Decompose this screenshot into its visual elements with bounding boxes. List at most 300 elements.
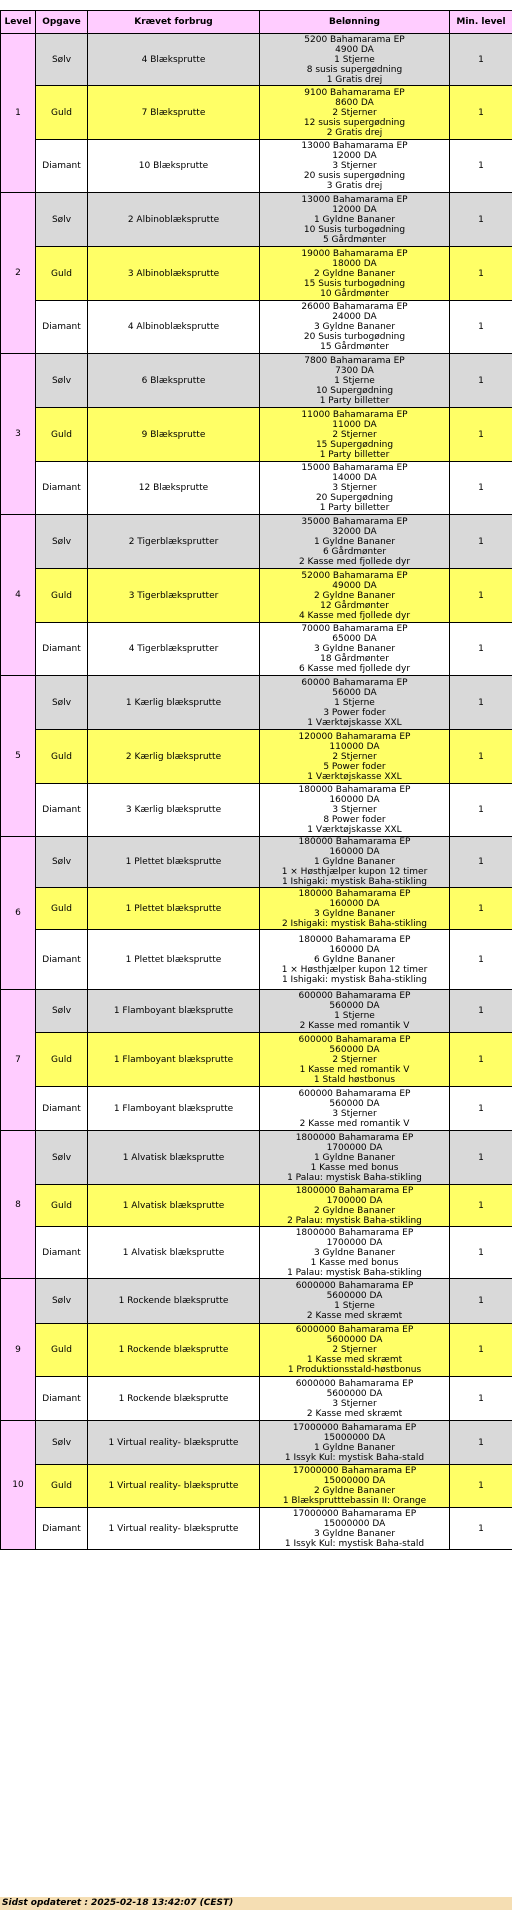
reward-line: 12 susis supergødning (303, 117, 406, 128)
table-row (1, 140, 512, 193)
required-cell: 1 Virtual reality- blæksprutte (88, 1508, 260, 1550)
reward-line: 3 Gyldne Bananer (313, 322, 396, 332)
reward-line: 8 Power foder (323, 815, 386, 825)
table-row (1, 1087, 512, 1131)
reward-line: 1 Værktøjskasse XXL (307, 825, 402, 835)
reward-cell (260, 930, 450, 990)
reward-line: 14000 DA (332, 473, 377, 483)
min-level-cell: 1 (450, 1033, 512, 1087)
reward-line: 12000 DA (332, 204, 377, 215)
reward-cell (260, 1033, 450, 1087)
required-cell: 3 Albinoblæksprutte (88, 247, 260, 301)
reward-line: 3 Stjerner (332, 1108, 377, 1119)
task-tier-cell: Sølv (36, 676, 88, 730)
task-tier-cell: Guld (36, 1324, 88, 1377)
table-row (1, 837, 512, 888)
reward-line: 10 Susis turbogødning (303, 224, 406, 235)
required-cell: 2 Tigerblæksprutter (88, 515, 260, 569)
rewards-table (0, 10, 512, 1550)
required-cell: 10 Blæksprutte (88, 140, 260, 193)
task-tier-cell: Diamant (36, 1377, 88, 1421)
reward-line: 160000 DA (329, 795, 380, 805)
reward-line: 19000 Bahamarama EP (301, 248, 408, 259)
reward-line: 26000 Bahamarama EP (301, 302, 408, 312)
reward-line: 1 Party billetter (319, 449, 390, 460)
required-cell: 1 Alvatisk blæksprutte (88, 1227, 260, 1279)
reward-line: 10 Supergødning (315, 385, 394, 396)
task-tier-cell: Diamant (36, 623, 88, 676)
task-tier-cell: Sølv (36, 354, 88, 408)
table-row (1, 1279, 512, 1324)
reward-line: 2 Ishigaki: mystisk Baha-stikling (281, 918, 428, 929)
min-level-cell: 1 (450, 1131, 512, 1185)
min-level-cell: 1 (450, 462, 512, 515)
table-row (1, 301, 512, 354)
required-cell: 1 Flamboyant blæksprutte (88, 990, 260, 1033)
required-cell: 1 Rockende blæksprutte (88, 1279, 260, 1324)
reward-line: 1 Værktøjskasse XXL (307, 771, 402, 782)
level-cell: 3 (1, 354, 36, 515)
min-level-cell: 1 (450, 930, 512, 990)
required-cell: 1 Alvatisk blæksprutte (88, 1131, 260, 1185)
task-tier-cell: Diamant (36, 930, 88, 990)
reward-line: 3 Power foder (323, 707, 386, 718)
task-tier-cell: Guld (36, 1185, 88, 1227)
required-cell: 2 Albinoblæksprutte (88, 193, 260, 247)
reward-line: 2 Kasse med fjollede dyr (298, 556, 411, 567)
reward-line: 8 susis supergødning (306, 64, 403, 75)
level-cell: 1 (1, 34, 36, 193)
reward-line: 12 Gårdmønter (320, 600, 389, 611)
min-level-cell: 1 (450, 1324, 512, 1377)
table-row (1, 888, 512, 930)
task-tier-cell: Diamant (36, 1227, 88, 1279)
required-cell: 1 Flamboyant blæksprutte (88, 1087, 260, 1131)
task-tier-cell: Sølv (36, 515, 88, 569)
required-cell: 3 Tigerblæksprutter (88, 569, 260, 623)
reward-line: 15 Gårdmønter (320, 342, 389, 352)
min-level-cell: 1 (450, 301, 512, 354)
required-cell: 6 Blæksprutte (88, 354, 260, 408)
task-tier-cell: Sølv (36, 1421, 88, 1465)
table-row (1, 623, 512, 676)
reward-line: 1800000 Bahamarama EP (295, 1132, 414, 1143)
reward-cell (260, 1131, 450, 1185)
reward-line: 8600 DA (335, 97, 374, 108)
reward-line: 2 Stjerner (332, 751, 377, 762)
header-level: Level (1, 11, 36, 34)
reward-line: 18000 DA (332, 258, 377, 269)
reward-line: 180000 Bahamarama EP (298, 837, 411, 847)
reward-line: 7300 DA (335, 365, 374, 376)
header-reward: Belønning (260, 11, 450, 34)
reward-line: 1700000 DA (326, 1195, 383, 1206)
table-row (1, 193, 512, 247)
reward-cell (260, 730, 450, 784)
task-tier-cell: Sølv (36, 1279, 88, 1324)
reward-line: 7800 Bahamarama EP (304, 355, 405, 366)
reward-line: 600000 Bahamarama EP (298, 1034, 411, 1045)
reward-line: 15000000 DA (323, 1476, 386, 1486)
task-tier-cell: Sølv (36, 34, 88, 86)
reward-line: 560000 DA (329, 1001, 380, 1011)
reward-line: 2 Stjerner (332, 1345, 377, 1355)
reward-line: 2 Kasse med skræmt (306, 1311, 403, 1321)
task-tier-cell: Diamant (36, 1508, 88, 1550)
table-row (1, 1324, 512, 1377)
required-cell: 1 Plettet blæksprutte (88, 837, 260, 888)
level-cell: 5 (1, 676, 36, 837)
task-tier-cell: Guld (36, 247, 88, 301)
task-tier-cell: Diamant (36, 462, 88, 515)
reward-line: 15000000 DA (323, 1432, 386, 1443)
reward-line: 3 Gyldne Bananer (313, 908, 396, 919)
reward-line: 2 Stjerner (332, 107, 377, 118)
reward-line: 6000000 Bahamarama EP (295, 1281, 414, 1291)
reward-line: 160000 DA (329, 898, 380, 909)
required-cell: 1 Kærlig blæksprutte (88, 676, 260, 730)
task-tier-cell: Guld (36, 86, 88, 140)
reward-line: 1 Stjerne (334, 697, 375, 708)
reward-line: 2 Palau: mystisk Baha-stikling (287, 1215, 422, 1226)
table-row (1, 34, 512, 86)
reward-line: 1 Værktøjskasse XXL (307, 717, 402, 728)
reward-line: 4900 DA (335, 44, 374, 55)
reward-line: 1 Stald høstbonus (313, 1074, 396, 1085)
reward-line: 65000 DA (332, 634, 377, 644)
min-level-cell: 1 (450, 784, 512, 837)
min-level-cell: 1 (450, 86, 512, 140)
task-tier-cell: Diamant (36, 784, 88, 837)
task-tier-cell: Diamant (36, 140, 88, 193)
reward-cell (260, 1377, 450, 1421)
task-tier-cell: Guld (36, 569, 88, 623)
min-level-cell: 1 (450, 140, 512, 193)
reward-line: 600000 Bahamarama EP (298, 1088, 411, 1099)
min-level-cell: 1 (450, 1087, 512, 1131)
level-cell: 9 (1, 1279, 36, 1421)
task-tier-cell: Sølv (36, 837, 88, 888)
reward-cell (260, 784, 450, 837)
reward-line: 2 Stjerner (332, 429, 377, 440)
min-level-cell: 1 (450, 1377, 512, 1421)
reward-line: 3 Gyldne Bananer (313, 644, 396, 654)
reward-line: 1 Issyk Kul: mystisk Baha-stald (284, 1452, 425, 1463)
rewards-body (1, 34, 512, 1550)
reward-line: 1 × Høsthjælper kupon 12 timer (281, 964, 428, 975)
reward-line: 13000 Bahamarama EP (301, 194, 408, 205)
reward-line: 18 Gårdmønter (320, 654, 389, 664)
min-level-cell: 1 (450, 837, 512, 888)
task-tier-cell: Sølv (36, 990, 88, 1033)
reward-line: 4 Kasse med fjollede dyr (298, 610, 411, 621)
reward-line: 5600000 DA (326, 1291, 383, 1301)
reward-cell (260, 462, 450, 515)
task-tier-cell: Guld (36, 888, 88, 930)
reward-line: 1 Kasse med bonus (310, 1257, 399, 1268)
table-row (1, 86, 512, 140)
reward-line: 6 Gyldne Bananer (313, 954, 396, 965)
reward-line: 15 Susis turbogødning (303, 278, 406, 289)
reward-line: 52000 Bahamarama EP (301, 570, 408, 581)
table-row (1, 462, 512, 515)
table-row (1, 515, 512, 569)
required-cell: 1 Alvatisk blæksprutte (88, 1185, 260, 1227)
reward-line: 1 Gratis drej (326, 74, 383, 85)
reward-line: 35000 Bahamarama EP (301, 516, 408, 527)
reward-line: 5 Gårdmønter (322, 234, 387, 245)
required-cell: 1 Virtual reality- blæksprutte (88, 1465, 260, 1508)
reward-line: 1 Party billetter (319, 503, 390, 513)
table-row (1, 784, 512, 837)
reward-line: 2 Gyldne Bananer (313, 590, 396, 601)
reward-line: 15 Supergødning (315, 439, 394, 450)
reward-line: 1800000 Bahamarama EP (295, 1227, 414, 1238)
task-tier-cell: Diamant (36, 301, 88, 354)
reward-line: 1 Kasse med bonus (310, 1162, 399, 1173)
reward-line: 1 Gyldne Bananer (313, 1152, 396, 1163)
reward-line: 1 × Høsthjælper kupon 12 timer (281, 867, 428, 877)
reward-line: 1 Kasse med skræmt (306, 1355, 403, 1365)
required-cell: 9 Blæksprutte (88, 408, 260, 462)
min-level-cell: 1 (450, 515, 512, 569)
reward-line: 11000 DA (332, 419, 377, 430)
level-cell: 7 (1, 990, 36, 1131)
required-cell: 4 Albinoblæksprutte (88, 301, 260, 354)
reward-cell (260, 1324, 450, 1377)
min-level-cell: 1 (450, 1465, 512, 1508)
reward-line: 11000 Bahamarama EP (301, 409, 408, 420)
reward-cell (260, 1087, 450, 1131)
task-tier-cell: Guld (36, 730, 88, 784)
reward-line: 180000 Bahamarama EP (298, 785, 411, 795)
reward-line: 160000 DA (329, 944, 380, 955)
reward-cell (260, 623, 450, 676)
reward-line: 1 Stjerne (334, 375, 375, 386)
table-row (1, 1465, 512, 1508)
reward-line: 160000 DA (329, 847, 380, 857)
reward-line: 6 Gårdmønter (322, 546, 387, 557)
reward-line: 2 Kasse med romantik V (299, 1118, 410, 1129)
reward-cell (260, 1465, 450, 1508)
reward-line: 560000 DA (329, 1044, 380, 1055)
reward-line: 120000 Bahamarama EP (298, 731, 411, 742)
reward-line: 3 Gyldne Bananer (313, 1528, 396, 1539)
level-cell: 4 (1, 515, 36, 676)
task-tier-cell: Sølv (36, 193, 88, 247)
reward-line: 600000 Bahamarama EP (298, 991, 411, 1001)
min-level-cell: 1 (450, 569, 512, 623)
level-cell: 6 (1, 837, 36, 990)
reward-line: 1 Ishigaki: mystisk Baha-stikling (281, 974, 428, 985)
reward-line: 1700000 DA (326, 1237, 383, 1248)
reward-cell (260, 354, 450, 408)
min-level-cell: 1 (450, 1508, 512, 1550)
reward-line: 2 Gyldne Bananer (313, 268, 396, 279)
reward-line: 6 Kasse med fjollede dyr (298, 664, 411, 674)
min-level-cell: 1 (450, 990, 512, 1033)
reward-line: 3 Stjerner (332, 161, 377, 171)
min-level-cell: 1 (450, 676, 512, 730)
reward-line: 3 Stjerner (332, 1398, 377, 1409)
reward-line: 1700000 DA (326, 1142, 383, 1153)
header-min-level: Min. level (450, 11, 512, 34)
reward-line: 6000000 Bahamarama EP (295, 1378, 414, 1389)
table-row (1, 990, 512, 1033)
required-cell: 1 Rockende blæksprutte (88, 1324, 260, 1377)
reward-line: 180000 Bahamarama EP (298, 934, 411, 945)
reward-line: 32000 DA (332, 526, 377, 537)
reward-line: 2 Gyldne Bananer (313, 1486, 396, 1496)
reward-line: 24000 DA (332, 312, 377, 322)
reward-cell (260, 515, 450, 569)
level-cell: 2 (1, 193, 36, 354)
required-cell: 4 Blæksprutte (88, 34, 260, 86)
reward-line: 560000 DA (329, 1098, 380, 1109)
reward-line: 17000000 Bahamarama EP (292, 1466, 417, 1476)
reward-line: 2 Kasse med skræmt (306, 1408, 403, 1419)
reward-cell (260, 86, 450, 140)
reward-line: 3 Stjerner (332, 805, 377, 815)
reward-line: 2 Gyldne Bananer (313, 1205, 396, 1216)
reward-cell (260, 408, 450, 462)
table-row (1, 1377, 512, 1421)
reward-cell (260, 193, 450, 247)
required-cell: 1 Plettet blæksprutte (88, 930, 260, 990)
reward-line: 56000 DA (332, 687, 377, 698)
reward-cell (260, 34, 450, 86)
task-tier-cell: Diamant (36, 1087, 88, 1131)
min-level-cell: 1 (450, 408, 512, 462)
reward-line: 1 Blæksprutttebassin II: Orange (282, 1496, 427, 1506)
reward-cell (260, 140, 450, 193)
reward-line: 2 Gratis drej (326, 127, 383, 138)
table-row (1, 730, 512, 784)
required-cell: 1 Flamboyant blæksprutte (88, 1033, 260, 1087)
header-row (1, 11, 512, 34)
reward-line: 1 Ishigaki: mystisk Baha-stikling (281, 877, 428, 887)
reward-line: 6000000 Bahamarama EP (295, 1325, 414, 1335)
reward-line: 1 Party billetter (319, 395, 390, 406)
reward-line: 1 Palau: mystisk Baha-stikling (287, 1172, 422, 1183)
min-level-cell: 1 (450, 193, 512, 247)
reward-line: 2 Stjerner (332, 1054, 377, 1065)
reward-line: 1 Issyk Kul: mystisk Baha-stald (284, 1538, 425, 1549)
header-task: Opgave (36, 11, 88, 34)
table-row (1, 247, 512, 301)
required-cell: 1 Plettet blæksprutte (88, 888, 260, 930)
table-row (1, 1185, 512, 1227)
min-level-cell: 1 (450, 623, 512, 676)
reward-line: 1 Kasse med romantik V (299, 1064, 410, 1075)
table-row (1, 569, 512, 623)
reward-line: 5600000 DA (326, 1335, 383, 1345)
min-level-cell: 1 (450, 888, 512, 930)
table-row (1, 408, 512, 462)
reward-line: 1 Gyldne Bananer (313, 536, 396, 547)
min-level-cell: 1 (450, 1227, 512, 1279)
min-level-cell: 1 (450, 354, 512, 408)
table-row (1, 1033, 512, 1087)
reward-cell (260, 990, 450, 1033)
required-cell: 7 Blæksprutte (88, 86, 260, 140)
reward-line: 5200 Bahamarama EP (304, 34, 405, 45)
table-row (1, 354, 512, 408)
required-cell: 12 Blæksprutte (88, 462, 260, 515)
min-level-cell: 1 (450, 34, 512, 86)
reward-line: 10 Gårdmønter (320, 288, 389, 299)
reward-line: 15000000 DA (323, 1518, 386, 1529)
reward-line: 1 Produktionsstald-høstbonus (287, 1365, 422, 1375)
required-cell: 3 Kærlig blæksprutte (88, 784, 260, 837)
reward-line: 20 Supergødning (315, 493, 394, 503)
reward-line: 1 Gyldne Bananer (313, 1442, 396, 1453)
reward-line: 1800000 Bahamarama EP (295, 1185, 414, 1196)
reward-line: 3 Stjerner (332, 483, 377, 493)
reward-line: 12000 DA (332, 151, 377, 161)
min-level-cell: 1 (450, 730, 512, 784)
task-tier-cell: Guld (36, 1033, 88, 1087)
table-row (1, 1508, 512, 1550)
reward-line: 1 Palau: mystisk Baha-stikling (287, 1267, 422, 1278)
reward-line: 13000 Bahamarama EP (301, 141, 408, 151)
last-updated: Sidst opdateret : 2025-02-18 13:42:07 (CEST) (0, 1897, 512, 1910)
reward-line: 1 Stjerne (334, 1301, 375, 1311)
table-row (1, 1421, 512, 1465)
reward-line: 60000 Bahamarama EP (301, 677, 408, 688)
reward-cell (260, 301, 450, 354)
header-required: Krævet forbrug (88, 11, 260, 34)
required-cell: 4 Tigerblæksprutter (88, 623, 260, 676)
reward-line: 70000 Bahamarama EP (301, 624, 408, 634)
reward-line: 17000000 Bahamarama EP (292, 1508, 417, 1519)
table-row (1, 676, 512, 730)
required-cell: 1 Rockende blæksprutte (88, 1377, 260, 1421)
reward-line: 110000 DA (329, 741, 380, 752)
reward-line: 5600000 DA (326, 1388, 383, 1399)
reward-line: 20 susis supergødning (303, 171, 406, 181)
reward-line: 1 Gyldne Bananer (313, 214, 396, 225)
reward-cell (260, 1185, 450, 1227)
table-row (1, 1227, 512, 1279)
level-cell: 8 (1, 1131, 36, 1279)
reward-cell (260, 1508, 450, 1550)
min-level-cell: 1 (450, 1421, 512, 1465)
reward-cell (260, 247, 450, 301)
min-level-cell: 1 (450, 247, 512, 301)
reward-line: 20 Susis turbogødning (303, 332, 406, 342)
reward-line: 1 Gyldne Bananer (313, 857, 396, 867)
min-level-cell: 1 (450, 1279, 512, 1324)
reward-line: 1 Stjerne (334, 1011, 375, 1021)
table-row (1, 930, 512, 990)
reward-line: 49000 DA (332, 580, 377, 591)
reward-line: 180000 Bahamarama EP (298, 888, 411, 899)
reward-cell (260, 888, 450, 930)
reward-cell (260, 569, 450, 623)
reward-cell (260, 676, 450, 730)
reward-line: 5 Power foder (323, 761, 386, 772)
min-level-cell: 1 (450, 1185, 512, 1227)
reward-line: 2 Kasse med romantik V (299, 1021, 410, 1031)
level-cell: 10 (1, 1421, 36, 1550)
required-cell: 2 Kærlig blæksprutte (88, 730, 260, 784)
reward-line: 1 Stjerne (334, 54, 375, 65)
task-tier-cell: Guld (36, 1465, 88, 1508)
reward-cell (260, 1421, 450, 1465)
table-row (1, 1131, 512, 1185)
required-cell: 1 Virtual reality- blæksprutte (88, 1421, 260, 1465)
